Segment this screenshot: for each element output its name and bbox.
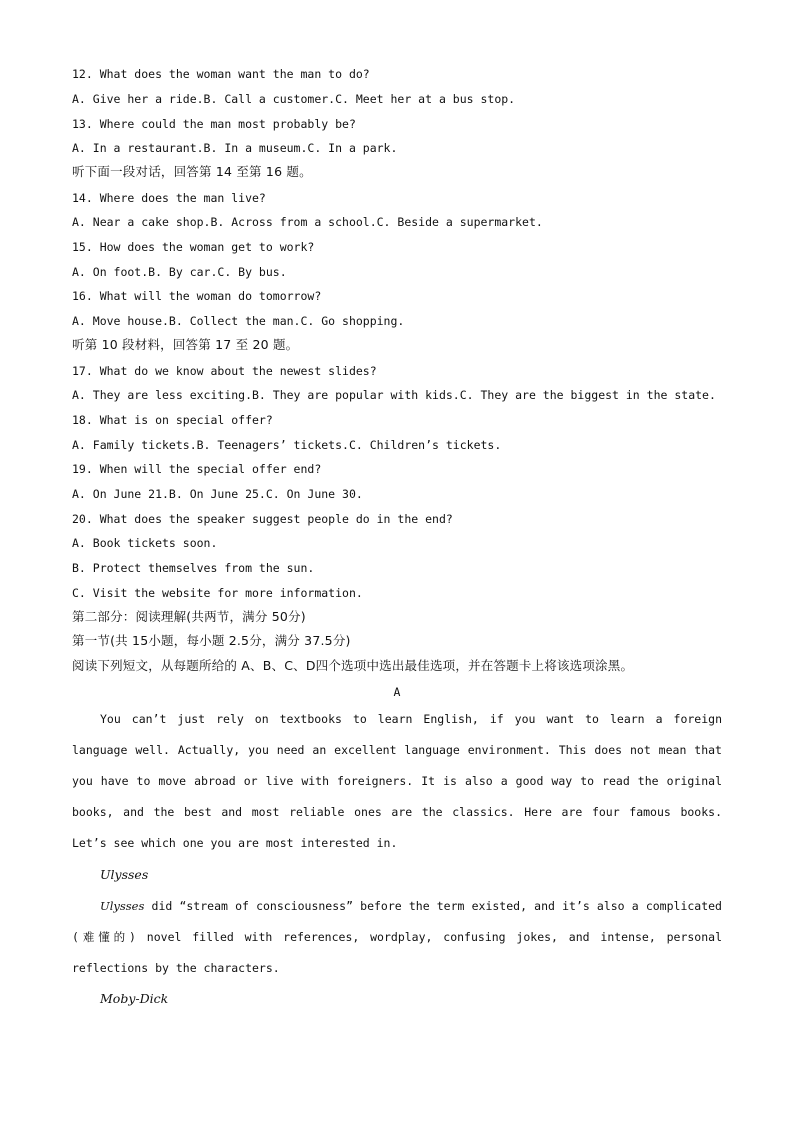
question-14: 14. Where does the man live? <box>72 191 266 205</box>
option-20-c: C. Visit the website for more information. <box>72 586 363 600</box>
reading-instructions: 阅读下列短文，从每题所给的 A、B、C、D四个选项中选出最佳选项，并在答题卡上将该选项涂黑。 <box>72 658 634 673</box>
options-17: A. They are less exciting.B. They are popular with kids.C. They are the biggest in the state. <box>72 388 716 402</box>
section-instruction-17-20: 听第 10 段材料，回答第 17 至 20 题。 <box>72 337 299 352</box>
question-18: 18. What is on special offer? <box>72 413 273 427</box>
question-17: 17. What do we know about the newest slides? <box>72 364 377 378</box>
question-20: 20. What does the speaker suggest people do in the end? <box>72 512 453 526</box>
options-18: A. Family tickets.B. Teenagers’ tickets.C. Children’s tickets. <box>72 438 502 452</box>
intro-paragraph: You can’t just rely on textbooks to learn English, if you want to learn a foreign language well. Actually, you need an excellent language environment. This does not mean that you have to move abroad or live with foreigners. It is also a good way to read the original books, and the best and most reliable ones are the classics. Here are four famous books. Let’s see which one you are most interested in. <box>72 712 722 850</box>
part2-heading: 第二部分：阅读理解(共两节，满分 50分) <box>72 609 306 624</box>
options-12: A. Give her a ride.B. Call a customer.C. Meet her at a bus stop. <box>72 92 516 106</box>
question-12: 12. What does the woman want the man to do? <box>72 67 370 81</box>
ulysses-lead: Ulysses <box>100 899 145 913</box>
book-title-ulysses: Ulysses <box>100 867 149 882</box>
option-20-a: A. Book tickets soon. <box>72 536 218 550</box>
question-15: 15. How does the woman get to work? <box>72 240 315 254</box>
book-title-moby-dick: Moby-Dick <box>100 991 169 1006</box>
options-16: A. Move house.B. Collect the man.C. Go shopping. <box>72 314 405 328</box>
passage-label: A <box>393 685 401 699</box>
question-19: 19. When will the special offer end? <box>72 462 322 476</box>
section-instruction-14-16: 听下面一段对话，回答第 14 至第 16 题。 <box>72 164 312 179</box>
options-19: A. On June 21.B. On June 25.C. On June 30. <box>72 487 363 501</box>
options-14: A. Near a cake shop.B. Across from a school.C. Beside a supermarket. <box>72 215 543 229</box>
options-15: A. On foot.B. By car.C. By bus. <box>72 265 287 279</box>
question-16: 16. What will the woman do tomorrow? <box>72 289 322 303</box>
section1-heading: 第一节(共 15小题，每小题 2.5分，满分 37.5分) <box>72 633 351 648</box>
ulysses-paragraph <box>72 891 722 984</box>
option-20-b: B. Protect themselves from the sun. <box>72 561 315 575</box>
ulysses-text: did “stream of consciousness” before the term existed, and it’s also a complicated (难懂的) novel filled with references, wordplay, confusing jokes, and intense, personal reflections by the characters. <box>72 899 722 975</box>
options-13: A. In a restaurant.B. In a museum.C. In a park. <box>72 141 398 155</box>
question-13: 13. Where could the man most probably be? <box>72 117 356 131</box>
